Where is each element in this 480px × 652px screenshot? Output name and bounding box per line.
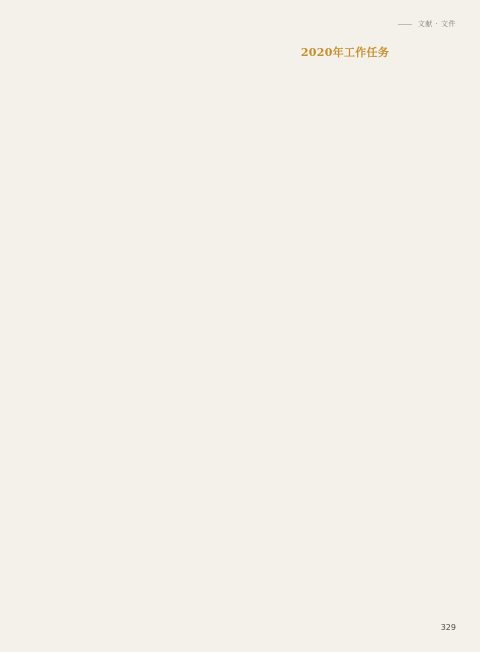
section-title: 2020年工作任务 [300,46,390,59]
page-number: 329 [440,623,456,632]
right-column [248,34,442,614]
left-column [22,34,212,614]
header-rule [398,24,412,25]
header-label: 文献 · 文件 [417,20,456,28]
header-tag [398,18,456,30]
